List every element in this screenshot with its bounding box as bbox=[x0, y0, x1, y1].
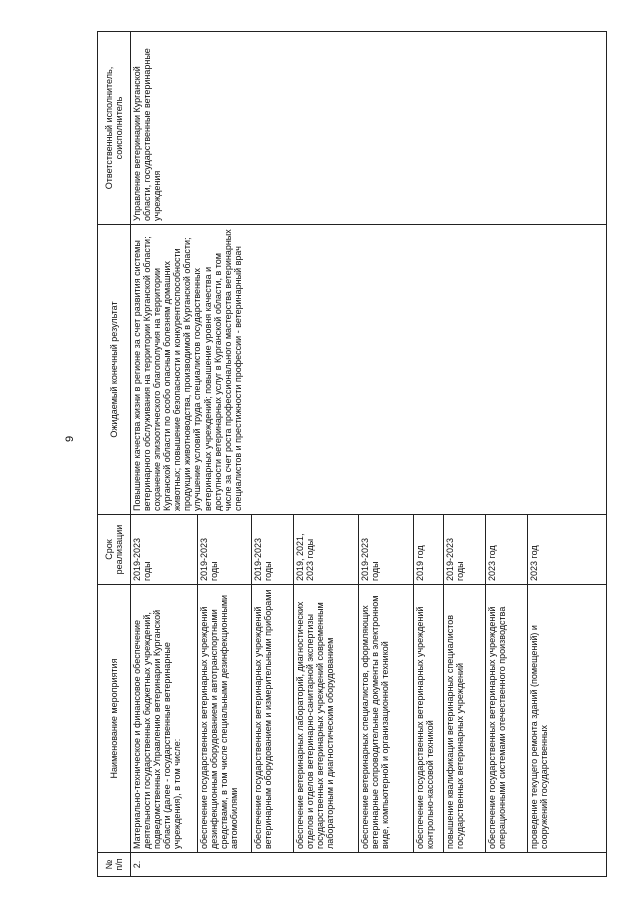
measure-term: 2023 год bbox=[528, 515, 607, 585]
rotated-table-wrapper bbox=[97, 32, 607, 877]
header-num: № п/п bbox=[98, 853, 131, 877]
table-header-row bbox=[98, 32, 131, 877]
measure-name: обеспечение государственных ветеринарных учреждений контрольно-кассовой техникой bbox=[414, 585, 444, 853]
measure-name: Материально-техническое и финансовое обеспечение деятельности государственных бюджетных учреждений, подведомственных Управлению ветеринарии Курганской области (далее - государственные ветеринарные учреждения), в том числе: bbox=[131, 585, 198, 853]
header-result: Ожидаемый конечный результат bbox=[98, 225, 131, 515]
measure-term: 2019, 2021, 2023 годы bbox=[294, 515, 359, 585]
header-responsible: Ответственный исполнитель, соисполнитель bbox=[98, 32, 131, 225]
responsible-executor: Управление ветеринарии Курганской области, государственные ветеринарные учреждения bbox=[131, 32, 607, 225]
measure-name: проведение текущего ремонта зданий (помещений) и сооружений государственных bbox=[528, 585, 607, 853]
header-term: Срок реализации bbox=[98, 515, 131, 585]
measure-name: обеспечение ветеринарных лабораторий, диагностических отделов и отделов ветеринарно-санитарной экспертизы государственных ветеринарных учреждений современным лабораторным и диагностическим оборудованием bbox=[294, 585, 359, 853]
measure-name: обеспечение государственных ветеринарных учреждений дезинфекционным оборудованием и автотранспортными средствами, в том числе специальными дезинфекционными автомобилями bbox=[198, 585, 252, 853]
page-number: 9 bbox=[64, 435, 76, 442]
row-number: 2. bbox=[131, 853, 607, 877]
measure-term: 2019-2023 годы bbox=[198, 515, 252, 585]
measure-term: 2019-2023 годы bbox=[131, 515, 198, 585]
measure-term: 2019 год bbox=[414, 515, 444, 585]
measure-term: 2019-2023 годы bbox=[444, 515, 486, 585]
table-row bbox=[131, 32, 198, 877]
measure-term: 2023 год bbox=[486, 515, 528, 585]
measures-table bbox=[97, 31, 607, 877]
measure-name: обеспечение ветеринарных специалистов, оформляющих ветеринарные сопроводительные документы в электронном виде, компьютерной и организационной техникой bbox=[359, 585, 414, 853]
measure-name: повышение квалификации ветеринарных специалистов государственных ветеринарных учреждений bbox=[444, 585, 486, 853]
measure-term: 2019-2023 годы bbox=[359, 515, 414, 585]
measure-term: 2019-2023 годы bbox=[252, 515, 294, 585]
measure-name: обеспечение государственных ветеринарных учреждений ветеринарным оборудованием и измерительными приборами bbox=[252, 585, 294, 853]
header-name: Наименование мероприятия bbox=[98, 585, 131, 853]
expected-result: Повышение качества жизни в регионе за счет развития системы ветеринарного обслуживания на территории Курганской области; сохранение эпизоотического благополучия на территории Курганской области по особо опасным болезням домашних животных; повышение безопасности и конкурентоспособности продукции животноводства, производимой в Курганской области; улучшение условий труда специалистов государственных ветеринарных учреждений; повышение уровня качества и доступности ветеринарных услуг в Курганской области, в том числе за счет роста профессионального мастерства ветеринарных специалистов и престижности профессии - ветеринарный врач bbox=[131, 225, 607, 515]
measure-name: обеспечение государственных ветеринарных учреждений операционными системами отечественного производства bbox=[486, 585, 528, 853]
